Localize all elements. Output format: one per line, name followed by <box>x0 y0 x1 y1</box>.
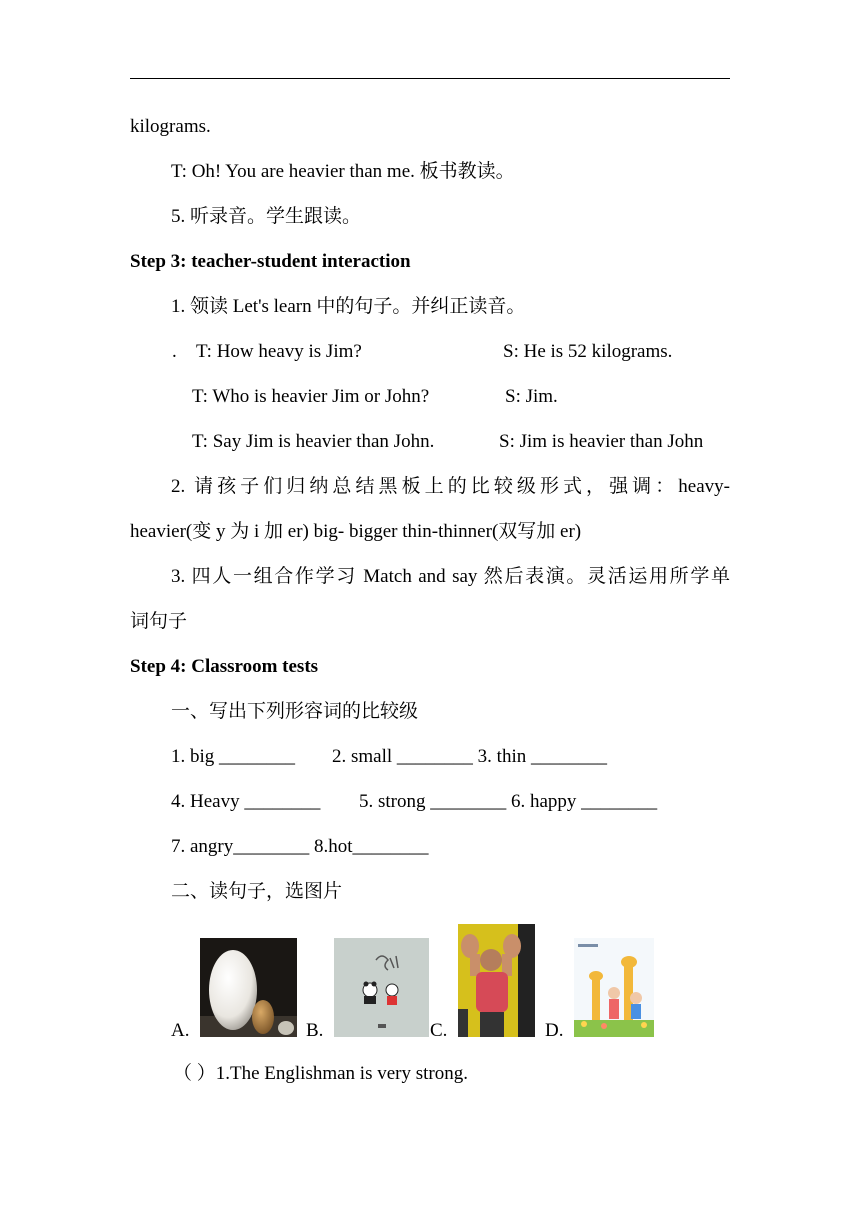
option-b-label: B. <box>306 1020 324 1041</box>
text-line: 3. 四人一组合作学习 Match and say 然后表演。灵活运用所学单 <box>171 566 730 587</box>
dialog-student-1: S: He is 52 kilograms. <box>503 341 673 362</box>
option-c-label: C. <box>430 1020 448 1041</box>
step-3-heading: Step 3: teacher-student interaction <box>130 251 411 272</box>
header-rule <box>130 78 730 79</box>
option-d-label: D. <box>545 1020 564 1041</box>
text-line: 2. 请孩子们归纳总结黑板上的比较级形式，强调：heavy- <box>171 476 730 497</box>
section-heading-2: 二、读句子，选图片 <box>171 881 343 902</box>
section-heading-1: 一、写出下列形容词的比较级 <box>171 701 419 722</box>
text-line: 词句子 <box>130 611 188 632</box>
question-1: 1. big ________ <box>171 746 296 767</box>
text-line: heavier(变 y 为 i 加 er) big- bigger thin-thinner(双写加 er) <box>130 521 582 542</box>
question-5-6: 5. strong ________ 6. happy ________ <box>359 791 658 812</box>
text-line: 5. 听录音。学生跟读。 <box>171 206 362 227</box>
step-4-heading: Step 4: Classroom tests <box>130 656 319 677</box>
question-4: 4. Heavy ________ <box>171 791 321 812</box>
dialog-student-3: S: Jim is heavier than John <box>499 431 704 452</box>
dialog-teacher-3: T: Say Jim is heavier than John. <box>192 431 435 452</box>
dialog-student-2: S: Jim. <box>505 386 558 407</box>
dialog-teacher-1: T: How heavy is Jim? <box>196 341 362 362</box>
text-line: T: Oh! You are heavier than me. 板书教读。 <box>171 161 515 182</box>
question-7-8: 7. angry________ 8.hot________ <box>171 836 429 857</box>
text-line: kilograms. <box>130 116 211 137</box>
eggs-picture <box>200 938 297 1037</box>
strong-man-picture <box>458 924 535 1037</box>
giraffe-picture <box>574 938 654 1037</box>
sentence-1: （ ）1.The Englishman is very strong. <box>173 1063 468 1084</box>
dialog-dot: . <box>172 341 177 362</box>
panda-card-picture <box>334 938 429 1037</box>
question-2-3: 2. small ________ 3. thin ________ <box>332 746 607 767</box>
text-line: 1. 领读 Let's learn 中的句子。并纠正读音。 <box>171 296 526 317</box>
option-a-label: A. <box>171 1020 190 1041</box>
dialog-teacher-2: T: Who is heavier Jim or John? <box>192 386 430 407</box>
